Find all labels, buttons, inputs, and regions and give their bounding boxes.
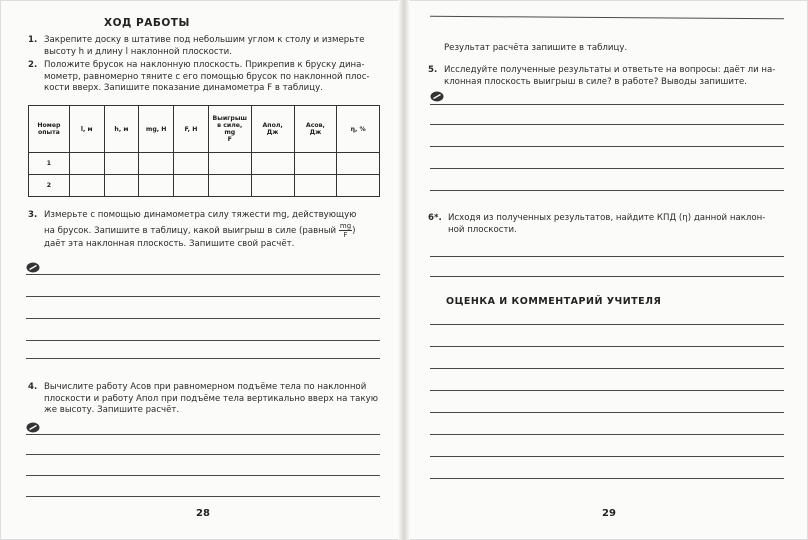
- experiment-table: [28, 105, 380, 197]
- task-text: Исходя из полученных результатов, найдите КПД (η) данной наклон- ной плоскости.: [448, 213, 766, 235]
- section-title: ХОД РАБОТЫ: [104, 17, 190, 29]
- task-4: [28, 382, 384, 417]
- table-cell[interactable]: [104, 175, 139, 197]
- table-cell[interactable]: [208, 175, 251, 197]
- table-row: [29, 153, 380, 175]
- table-cell[interactable]: [69, 153, 104, 175]
- task-1: [28, 35, 384, 58]
- answer-line[interactable]: [26, 296, 380, 297]
- answer-line[interactable]: [430, 124, 784, 125]
- task-text: Закрепите доску в штативе под небольшим углом к столу и измерьте высоту h и длину l наклонной плоскости.: [44, 35, 365, 57]
- table-cell[interactable]: [174, 153, 209, 175]
- task-number: 5.: [428, 65, 438, 75]
- table-header-cell: mg, H: [139, 106, 174, 153]
- table-cell[interactable]: [69, 175, 104, 197]
- task-5: [428, 65, 788, 88]
- table-cell: 2: [29, 175, 70, 197]
- table-header-cell: η, %: [337, 106, 380, 153]
- task-6: [428, 213, 788, 236]
- page-number: 29: [602, 508, 616, 519]
- answer-line[interactable]: [26, 454, 380, 455]
- table-cell[interactable]: [337, 175, 380, 197]
- table-cell[interactable]: [251, 175, 294, 197]
- answer-line[interactable]: [430, 276, 784, 277]
- table-cell[interactable]: [337, 153, 380, 175]
- table-cell[interactable]: [294, 153, 337, 175]
- table-cell[interactable]: [251, 153, 294, 175]
- answer-line[interactable]: [26, 358, 380, 359]
- task-number: 2.: [28, 60, 38, 70]
- table-header-cell: Aсов, Дж: [294, 106, 337, 153]
- table-header-cell: Aпол, Дж: [251, 106, 294, 153]
- table-cell[interactable]: [139, 175, 174, 197]
- pencil-icon: [430, 91, 444, 102]
- table-cell[interactable]: [139, 153, 174, 175]
- comment-line[interactable]: [430, 368, 784, 369]
- comment-line[interactable]: [430, 478, 784, 479]
- answer-line[interactable]: [26, 496, 380, 497]
- comment-line[interactable]: [430, 390, 784, 391]
- task-2: [28, 60, 384, 95]
- task-number: 3.: [28, 210, 38, 220]
- table-cell: 1: [29, 153, 70, 175]
- comment-line[interactable]: [430, 346, 784, 347]
- fraction: [339, 222, 352, 239]
- pencil-icon: [26, 422, 40, 433]
- table-cell[interactable]: [294, 175, 337, 197]
- table-cell[interactable]: [104, 153, 139, 175]
- book-spine: [398, 0, 410, 540]
- table-row: [29, 175, 380, 197]
- comment-line[interactable]: [430, 456, 784, 457]
- table-header-cell: l, м: [69, 106, 104, 153]
- right-page: [404, 0, 808, 540]
- answer-line[interactable]: [430, 168, 784, 169]
- table-header-cell: Номер опыта: [29, 106, 70, 153]
- comment-line[interactable]: [430, 412, 784, 413]
- task-number: 1.: [28, 35, 38, 45]
- task-text: Вычислите работу Aсов при равномерном подъёме тела по наклонной плоскости и работу Aпол при подъёме тела вертикально вверх на такую же высоту. Запишите расчёт.: [44, 382, 378, 415]
- result-note: Результат расчёта запишите в таблицу.: [444, 43, 628, 53]
- table-cell[interactable]: [208, 153, 251, 175]
- task-3: [28, 210, 384, 250]
- answer-line[interactable]: [26, 318, 380, 319]
- comment-line[interactable]: [430, 434, 784, 435]
- task-text: Положите брусок на наклонную плоскость. Прикрепив к бруску дина- мометр, равномерно тяните с его помощью брусок по наклонной плос- кости вверх. Запишите показание динамометра F в таблицу.: [44, 60, 370, 93]
- table-cell[interactable]: [174, 175, 209, 197]
- answer-line[interactable]: [26, 475, 380, 476]
- comment-line[interactable]: [430, 324, 784, 325]
- answer-line[interactable]: [430, 16, 784, 19]
- task-text: Исследуйте полученные результаты и ответьте на вопросы: даёт ли на- клонная плоскость выигрыш в силе? в работе? Выводы запишите.: [444, 65, 776, 87]
- task-number: 6*.: [428, 213, 442, 223]
- answer-line[interactable]: [26, 274, 380, 275]
- answer-line[interactable]: [26, 340, 380, 341]
- answer-line[interactable]: [430, 146, 784, 147]
- task-text-end: ) даёт эта наклонная плоскость. Запишите свой расчёт.: [44, 225, 356, 249]
- table-header-row: [29, 106, 380, 153]
- answer-line[interactable]: [430, 190, 784, 191]
- task-number: 4.: [28, 382, 38, 392]
- table-header-cell: Выигрыш в силе, mg F: [208, 106, 251, 153]
- answer-line[interactable]: [430, 256, 784, 257]
- answer-line[interactable]: [26, 434, 380, 435]
- answer-line[interactable]: [430, 104, 784, 105]
- assessment-title: ОЦЕНКА И КОММЕНТАРИЙ УЧИТЕЛЯ: [446, 296, 662, 307]
- fraction-numerator: mg: [339, 221, 352, 230]
- pencil-icon: [26, 262, 40, 273]
- table-header-cell: F, H: [174, 106, 209, 153]
- page-number: 28: [196, 508, 210, 519]
- table-header-cell: h, м: [104, 106, 139, 153]
- fraction-denominator: F: [343, 230, 348, 239]
- task-text: Измерьте с помощью динамометра силу тяжести mg, действующую на брусок. Запишите в таблицу, какой выигрыш в силе (равный: [44, 210, 357, 236]
